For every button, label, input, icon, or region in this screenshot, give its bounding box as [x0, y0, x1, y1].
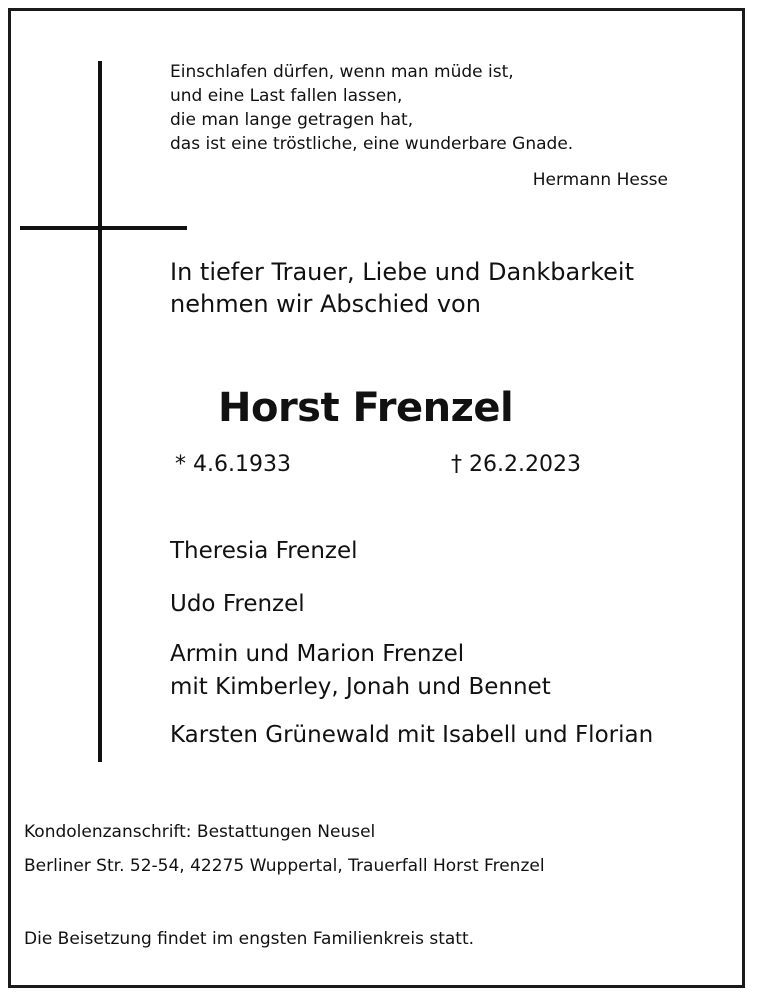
quote-block [170, 60, 573, 156]
intro-line-2: nehmen wir Abschied von [170, 290, 481, 318]
death-date: † 26.2.2023 [451, 452, 581, 477]
mourner-line: mit Kimberley, Jonah und Bennet [170, 674, 551, 700]
condolence-address-line-2: Berliner Str. 52-54, 42275 Wuppertal, Trauerfall Horst Frenzel [24, 856, 545, 876]
mourner-line: Udo Frenzel [170, 591, 305, 617]
intro-line-1: In tiefer Trauer, Liebe und Dankbarkeit [170, 258, 634, 286]
quote-line: und eine Last fallen lassen, [170, 86, 403, 106]
mourner-entry [170, 535, 358, 568]
mourner-entry [170, 719, 653, 752]
intro-text [170, 256, 634, 320]
quote-line: die man lange getragen hat, [170, 110, 414, 130]
deceased-name: Horst Frenzel [218, 385, 514, 431]
mourner-line: Theresia Frenzel [170, 538, 358, 564]
condolence-address-line-1: Kondolenzanschrift: Bestattungen Neusel [24, 822, 376, 842]
quote-author: Hermann Hesse [532, 170, 668, 190]
mourner-line: Armin und Marion Frenzel [170, 641, 465, 667]
birth-date: * 4.6.1933 [175, 452, 291, 477]
cross-horizontal-bar [20, 226, 187, 230]
quote-line: Einschlafen dürfen, wenn man müde ist, [170, 62, 514, 82]
mourner-line: Karsten Grünewald mit Isabell und Florian [170, 722, 654, 748]
quote-line: das ist eine tröstliche, eine wunderbare Gnade. [170, 134, 574, 154]
cross-vertical-bar [98, 61, 102, 762]
burial-note: Die Beisetzung findet im engsten Familienkreis statt. [24, 929, 475, 949]
mourner-entry [170, 588, 305, 621]
mourner-entry [170, 638, 551, 704]
